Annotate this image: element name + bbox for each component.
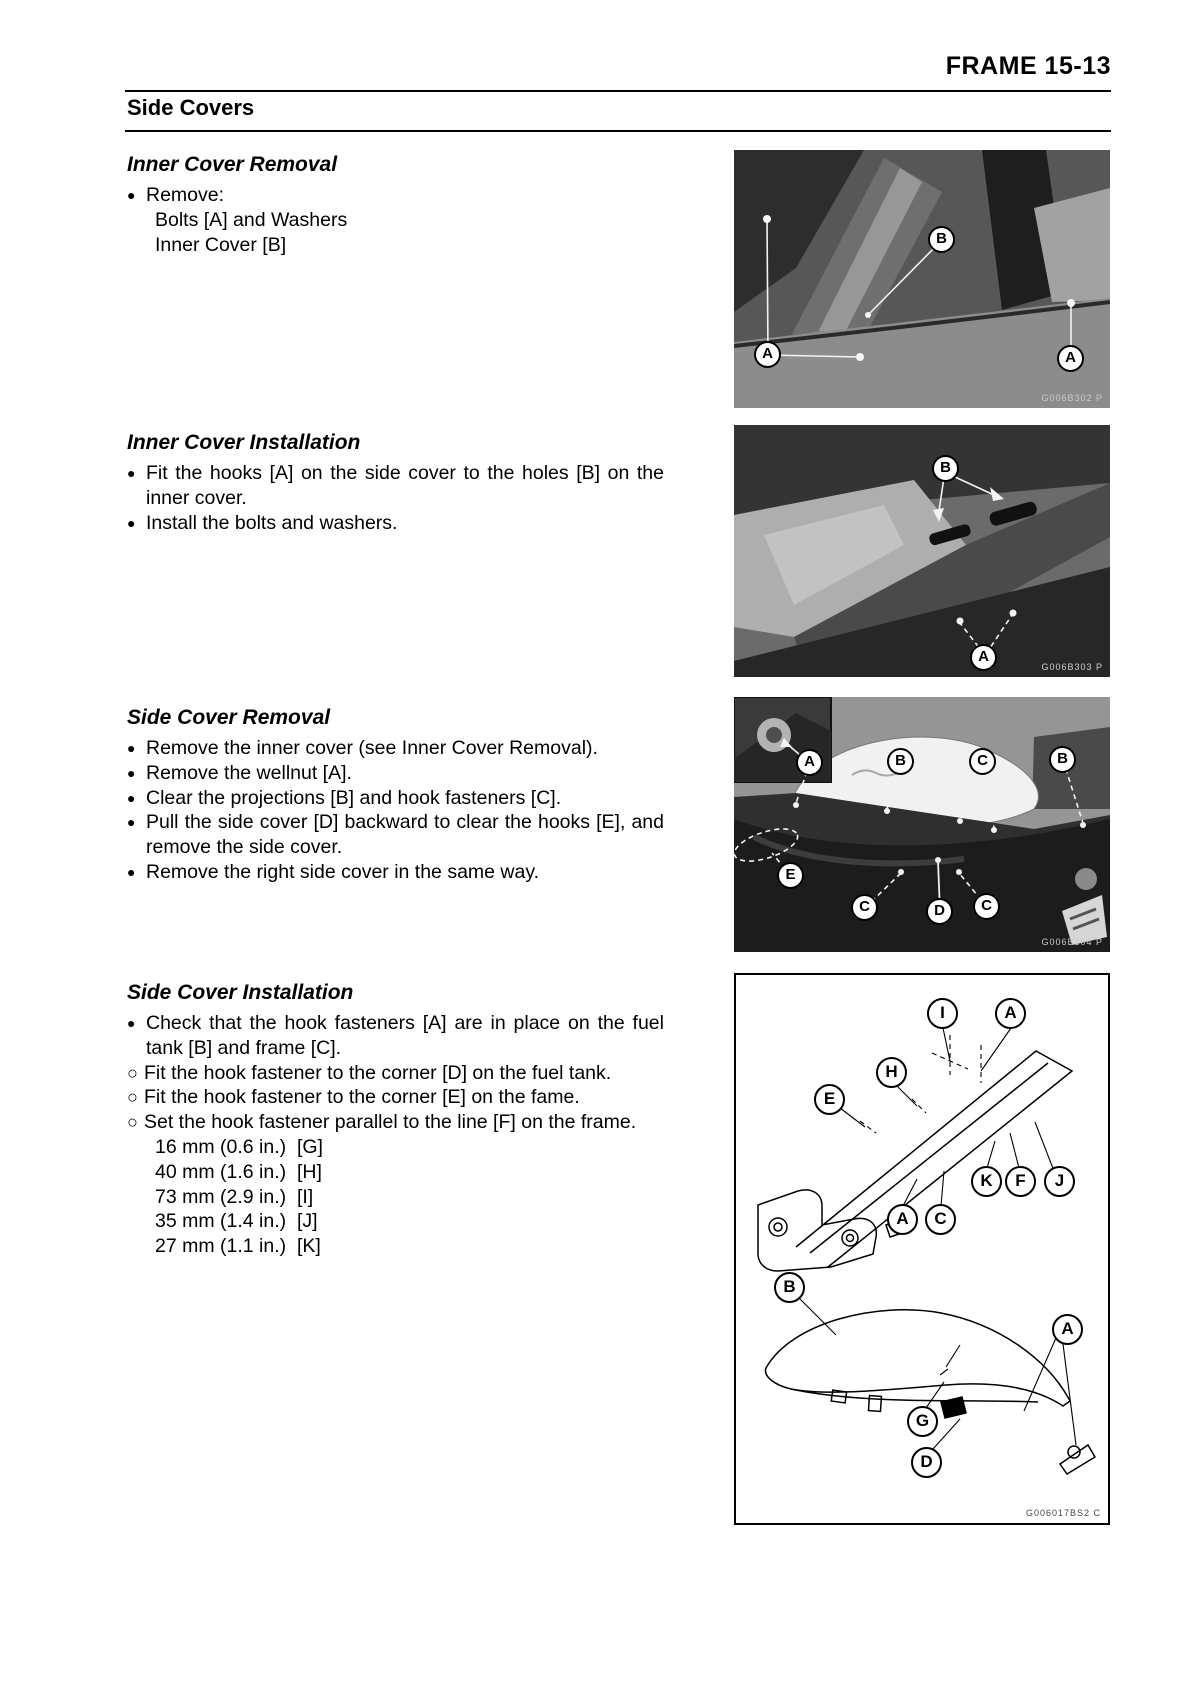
title-divider bbox=[125, 130, 1111, 132]
callout-c: C bbox=[925, 1204, 956, 1235]
step-text: Bolts [A] and Washers bbox=[155, 208, 348, 231]
step-text: Fit the hooks [A] on the side cover to the holes [B] on the inner cover. bbox=[146, 462, 664, 509]
callout-a: A bbox=[796, 749, 823, 776]
instruction-substep bbox=[127, 1085, 664, 1110]
callout-a: A bbox=[754, 341, 781, 368]
section-heading: Inner Cover Installation bbox=[127, 431, 361, 454]
callout-a: A bbox=[1057, 345, 1084, 372]
step-text: Check that the hook fasteners [A] are in place on the fuel tank [B] and frame [C]. bbox=[146, 1012, 664, 1059]
step-text: Remove the wellnut [A]. bbox=[146, 761, 352, 784]
measurement-text: 16 mm (0.6 in.) [G] bbox=[155, 1135, 323, 1158]
measurement-text: 73 mm (2.9 in.) [I] bbox=[155, 1185, 314, 1208]
figure-code: G006017BS2 C bbox=[1025, 1508, 1101, 1518]
instruction-step bbox=[127, 860, 664, 885]
line-diagram bbox=[736, 975, 1108, 1523]
figure-code: G006B302 P bbox=[1041, 393, 1103, 403]
callout-a: A bbox=[970, 644, 997, 671]
header-divider bbox=[125, 90, 1111, 92]
measurement-line bbox=[127, 1234, 664, 1259]
measurement-text: 27 mm (1.1 in.) [K] bbox=[155, 1235, 321, 1258]
photo-illustration bbox=[734, 150, 1110, 408]
callout-d: D bbox=[911, 1447, 942, 1478]
callout-h: H bbox=[876, 1057, 907, 1088]
section-heading: Side Cover Installation bbox=[127, 981, 354, 1004]
figure-code: G006B303 P bbox=[1041, 662, 1103, 672]
callout-b: B bbox=[1049, 746, 1076, 773]
instruction-step bbox=[127, 511, 664, 536]
figure-side-cover-installation-diagram bbox=[734, 973, 1110, 1525]
callout-a: A bbox=[887, 1204, 918, 1235]
section-inner-cover-removal bbox=[127, 152, 664, 257]
callout-k: K bbox=[971, 1166, 1002, 1197]
step-text: Fit the hook fastener to the corner [E] on the fame. bbox=[144, 1086, 580, 1109]
section-heading: Inner Cover Removal bbox=[127, 153, 338, 176]
callout-e: E bbox=[777, 862, 804, 889]
instruction-step bbox=[127, 810, 664, 860]
instruction-step bbox=[127, 183, 664, 208]
bullet-icon: ● bbox=[127, 814, 136, 831]
instruction-step bbox=[127, 1011, 664, 1061]
section-heading: Side Cover Removal bbox=[127, 706, 331, 729]
photo-illustration bbox=[734, 697, 1110, 952]
step-text: Remove the inner cover (see Inner Cover Removal). bbox=[146, 737, 598, 759]
step-text: Install the bolts and washers. bbox=[146, 511, 398, 534]
section-inner-cover-installation bbox=[127, 430, 664, 535]
instruction-substep bbox=[127, 1110, 664, 1135]
instruction-step bbox=[127, 761, 664, 786]
instruction-step bbox=[127, 736, 664, 761]
section-side-cover-removal bbox=[127, 705, 664, 885]
callout-c: C bbox=[969, 748, 996, 775]
callout-b: B bbox=[928, 226, 955, 253]
callout-g: G bbox=[907, 1406, 938, 1437]
bullet-icon: ● bbox=[127, 863, 136, 880]
callout-c: C bbox=[851, 894, 878, 921]
section-side-cover-installation bbox=[127, 980, 664, 1259]
instruction-step bbox=[127, 786, 664, 811]
callout-e: E bbox=[814, 1084, 845, 1115]
instruction-substep bbox=[127, 1061, 664, 1086]
step-text: Remove: bbox=[146, 184, 225, 206]
step-text: Set the hook fastener parallel to the line [F] on the frame. bbox=[144, 1111, 637, 1134]
step-text: Fit the hook fastener to the corner [D] on the fuel tank. bbox=[144, 1061, 612, 1084]
instruction-step bbox=[127, 233, 664, 258]
measurement-line bbox=[127, 1160, 664, 1185]
callout-a: A bbox=[1052, 1314, 1083, 1345]
figure-code: G006B304 P bbox=[1041, 937, 1103, 947]
measurement-line bbox=[127, 1185, 664, 1210]
step-text: Clear the projections [B] and hook fasteners [C]. bbox=[146, 786, 562, 809]
bullet-icon: ● bbox=[127, 740, 136, 756]
callout-b: B bbox=[887, 748, 914, 775]
callout-b: B bbox=[774, 1272, 805, 1303]
bullet-icon: ● bbox=[127, 465, 136, 481]
callout-j: J bbox=[1044, 1166, 1075, 1197]
callout-b: B bbox=[932, 455, 959, 482]
circle-bullet-icon: ○ bbox=[127, 1062, 138, 1083]
step-text: Pull the side cover [D] backward to clear the hooks [E], and remove the side cover. bbox=[146, 811, 664, 859]
bullet-icon: ● bbox=[127, 789, 136, 806]
bullet-icon: ● bbox=[127, 514, 136, 531]
page-header-chapter-title: FRAME 15-13 bbox=[945, 52, 1111, 80]
callout-a: A bbox=[995, 998, 1026, 1029]
measurement-text: 40 mm (1.6 in.) [H] bbox=[155, 1160, 322, 1183]
circle-bullet-icon: ○ bbox=[127, 1112, 138, 1133]
step-text: Remove the right side cover in the same way. bbox=[146, 860, 540, 883]
frame-rail-drawing bbox=[758, 1051, 1072, 1271]
photo-illustration bbox=[734, 425, 1110, 677]
callout-f: F bbox=[1005, 1166, 1036, 1197]
bullet-icon: ● bbox=[127, 187, 136, 203]
measurement-line bbox=[127, 1209, 664, 1234]
instruction-step bbox=[127, 208, 664, 233]
measurement-line bbox=[127, 1135, 664, 1160]
callout-leader-lines bbox=[800, 1299, 1076, 1449]
figure-side-cover-removal-photo bbox=[734, 697, 1110, 952]
callout-c: C bbox=[973, 893, 1000, 920]
bullet-icon: ● bbox=[127, 1015, 136, 1031]
instruction-step bbox=[127, 461, 664, 511]
callout-d: D bbox=[926, 898, 953, 925]
step-text: Inner Cover [B] bbox=[155, 233, 287, 256]
callout-i: I bbox=[927, 998, 958, 1029]
figure-inner-cover-removal-photo bbox=[734, 150, 1110, 408]
measurement-text: 35 mm (1.4 in.) [J] bbox=[155, 1210, 318, 1233]
circle-bullet-icon: ○ bbox=[127, 1087, 138, 1108]
bullet-icon: ● bbox=[127, 764, 136, 781]
page-title: Side Covers bbox=[127, 95, 255, 120]
figure-inner-cover-installation-photo bbox=[734, 425, 1110, 677]
